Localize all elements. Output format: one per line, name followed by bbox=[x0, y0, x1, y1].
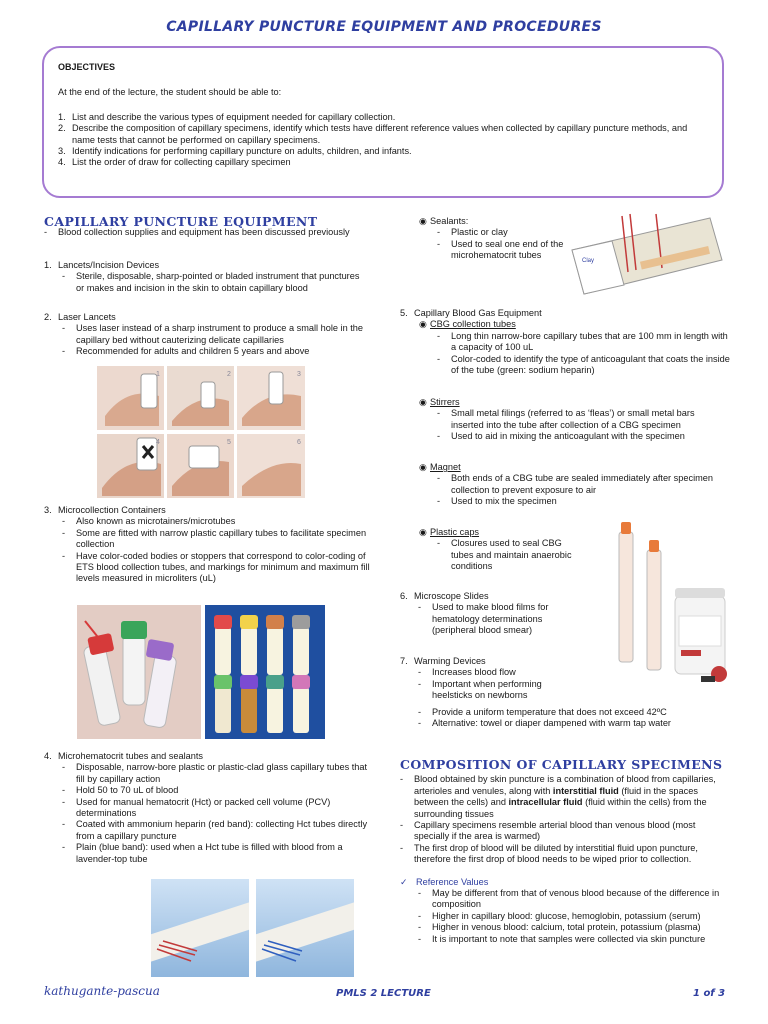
list-item: 3. Identify indications for performing capillary puncture on adults, children, and infants. bbox=[58, 146, 412, 157]
check-icon: ✓ bbox=[400, 876, 408, 887]
footer-page-number: 1 of 3 bbox=[693, 988, 726, 999]
target-bullet-icon: ◉ bbox=[419, 216, 427, 226]
svg-text:5: 5 bbox=[227, 439, 231, 446]
section-plastic-caps: ◉ Plastic caps - Closures used to seal CBG tubes and maintain anaerobic conditions bbox=[419, 527, 572, 572]
svg-text:Clay: Clay bbox=[582, 258, 595, 264]
section-stirrers: ◉ Stirrers - Small metal filings (referred to as ‘fleas’) or small metal bars inserted into the tube after collection of a CBG specimen - Used to aid in mixing the anticoagulant with the specimen bbox=[419, 397, 695, 442]
section-microhematocrit: 4. Microhematocrit tubes and sealants - Disposable, narrow-bore plastic or plastic-clad glass capillary tubes that fill by capillary action - Hold 50 to 70 uL of blood - Used for manual hematocrit (Hct) or packed cell volume (PCV) determinations - Coated with ammonium heparin (red band): collecting Hct tubes directly from a capillary puncture - Plain (blue band): used when a Hct tube is filled with blood from a lavender-top tube bbox=[44, 751, 368, 864]
svg-text:4: 4 bbox=[156, 439, 160, 446]
section-title: Laser Lancets bbox=[58, 312, 116, 322]
svg-text:6: 6 bbox=[297, 439, 301, 446]
objectives-box bbox=[42, 46, 724, 198]
footer-course: PMLS 2 LECTURE bbox=[336, 988, 431, 999]
objectives-list bbox=[58, 112, 708, 169]
section-title: Lancets/Incision Devices bbox=[58, 260, 160, 270]
section-warming-devices-b: - Provide a uniform temperature that does not exceed 42ºC - Alternative: towel or diaper dampened with warm tap water bbox=[418, 707, 671, 729]
hematocrit-tubes-photo-blue bbox=[256, 879, 354, 977]
microcontainer-photo-1 bbox=[77, 605, 201, 739]
section-magnet: ◉ Magnet - Both ends of a CBG tube are sealed immediately after specimen collection to prevent exposure to air - Used to mix the specimen bbox=[419, 462, 713, 507]
section-microcollection: 3. Microcollection Containers - Also known as microtainers/microtubes - Some are fitted with narrow plastic capillary tubes to facilitate specimen collection - Have color-coded bodies or stoppers that correspond to color-coding of ETS blood collection tubes, and markings for minimum and maximum fill levels measured in microliters (uL) bbox=[44, 505, 370, 584]
target-bullet-icon: ◉ bbox=[419, 527, 427, 537]
page-title: CAPILLARY PUNCTURE EQUIPMENT AND PROCEDURES bbox=[166, 19, 602, 35]
list-item: 1. List and describe the various types of equipment needed for capillary collection. bbox=[58, 111, 396, 122]
svg-text:1: 1 bbox=[156, 371, 160, 378]
section-warming-devices-a: 7. Warming Devices - Increases blood flow - Important when performing heelsticks on newborns bbox=[400, 656, 542, 701]
list-item: 4. List the order of draw for collecting capillary specimen bbox=[58, 157, 291, 168]
target-bullet-icon: ◉ bbox=[419, 397, 427, 407]
cbg-tubes-photo bbox=[589, 516, 731, 688]
section-title: Microcollection Containers bbox=[58, 505, 166, 515]
objectives-intro: At the end of the lecture, the student should be able to: bbox=[58, 87, 282, 98]
section-microscope-slides: 6. Microscope Slides - Used to make blood films for hematology determinations (peripheral blood smear) bbox=[400, 591, 549, 636]
section-laser-lancets: 2. Laser Lancets - Uses laser instead of a sharp instrument to produce a small hole in the capillary bed without cauterizing delicate capillaries - Recommended for adults and children 5 years and above bbox=[44, 312, 364, 357]
section-composition: COMPOSITION OF CAPILLARY SPECIMENS - Blood obtained by skin puncture is a combination of blood from capillaries, arterioles and venules, along with interstitial fluid (fluid in the spaces between the cells) and intracellular fluid (fluid within the cells) from the surrounding tissues - Capillary specimens resemble arterial blood than venous blood (most specially if the area is warmed) - The first drop of blood will be diluted by interstitial fluid upon puncture, therefore the first drop of blood needs to be wiped prior to collection. ✓ Reference Values - May be different from that of venous blood because of the difference in composition - Higher in capillary blood: glucose, hemoglobin, potassium (serum) - Higher in venous blood: calcium, total protein, potassium (plasma) - It is important to note that samples were collected via skin puncture bbox=[400, 759, 730, 945]
section-title: Microscope Slides bbox=[414, 591, 489, 601]
footer-author: kathugante-pascua bbox=[44, 984, 160, 998]
microcontainer-photo-2 bbox=[205, 605, 325, 739]
target-bullet-icon: ◉ bbox=[419, 319, 427, 330]
section-lancets: 1. Lancets/Incision Devices - Sterile, disposable, sharp-pointed or bladed instrument that punctures or makes and incision in the skin to obtain capillary blood bbox=[44, 260, 360, 293]
section-heading-equipment: CAPILLARY PUNCTURE EQUIPMENT bbox=[44, 214, 318, 229]
section-cbg-equipment: 5. Capillary Blood Gas Equipment ◉ CBG collection tubes - Long thin narrow-bore capillary tubes that are 100 mm in length with a capacity of 100 uL - Color-coded to identify the type of anticoagulant that coats the inside of the tube (green: sodium heparin) bbox=[400, 308, 730, 376]
section-heading-composition: COMPOSITION OF CAPILLARY SPECIMENS bbox=[400, 757, 723, 772]
target-bullet-icon: ◉ bbox=[419, 462, 427, 472]
section-title: Microhematocrit tubes and sealants bbox=[58, 751, 204, 761]
intro-bullet: - Blood collection supplies and equipment has been discussed previously bbox=[44, 227, 350, 238]
laser-lancet-photos bbox=[97, 366, 305, 498]
section-sealants: ◉ Sealants: - Plastic or clay - Used to seal one end of the microhematocrit tubes bbox=[419, 216, 564, 261]
objectives-heading: OBJECTIVES bbox=[58, 62, 116, 72]
left-section-head bbox=[44, 216, 374, 239]
sealant-tray-photo bbox=[564, 210, 726, 300]
hematocrit-tubes-photo-red bbox=[151, 879, 249, 977]
list-item: 2. Describe the composition of capillary specimens, identify which tests have different reference values when collected by capillary puncture methods, and name tests that cannot be performed on capillary specimens. bbox=[58, 123, 688, 145]
svg-text:3: 3 bbox=[297, 371, 301, 378]
svg-text:2: 2 bbox=[227, 371, 231, 378]
section-title: Capillary Blood Gas Equipment bbox=[414, 308, 542, 318]
section-title: Warming Devices bbox=[414, 656, 486, 666]
